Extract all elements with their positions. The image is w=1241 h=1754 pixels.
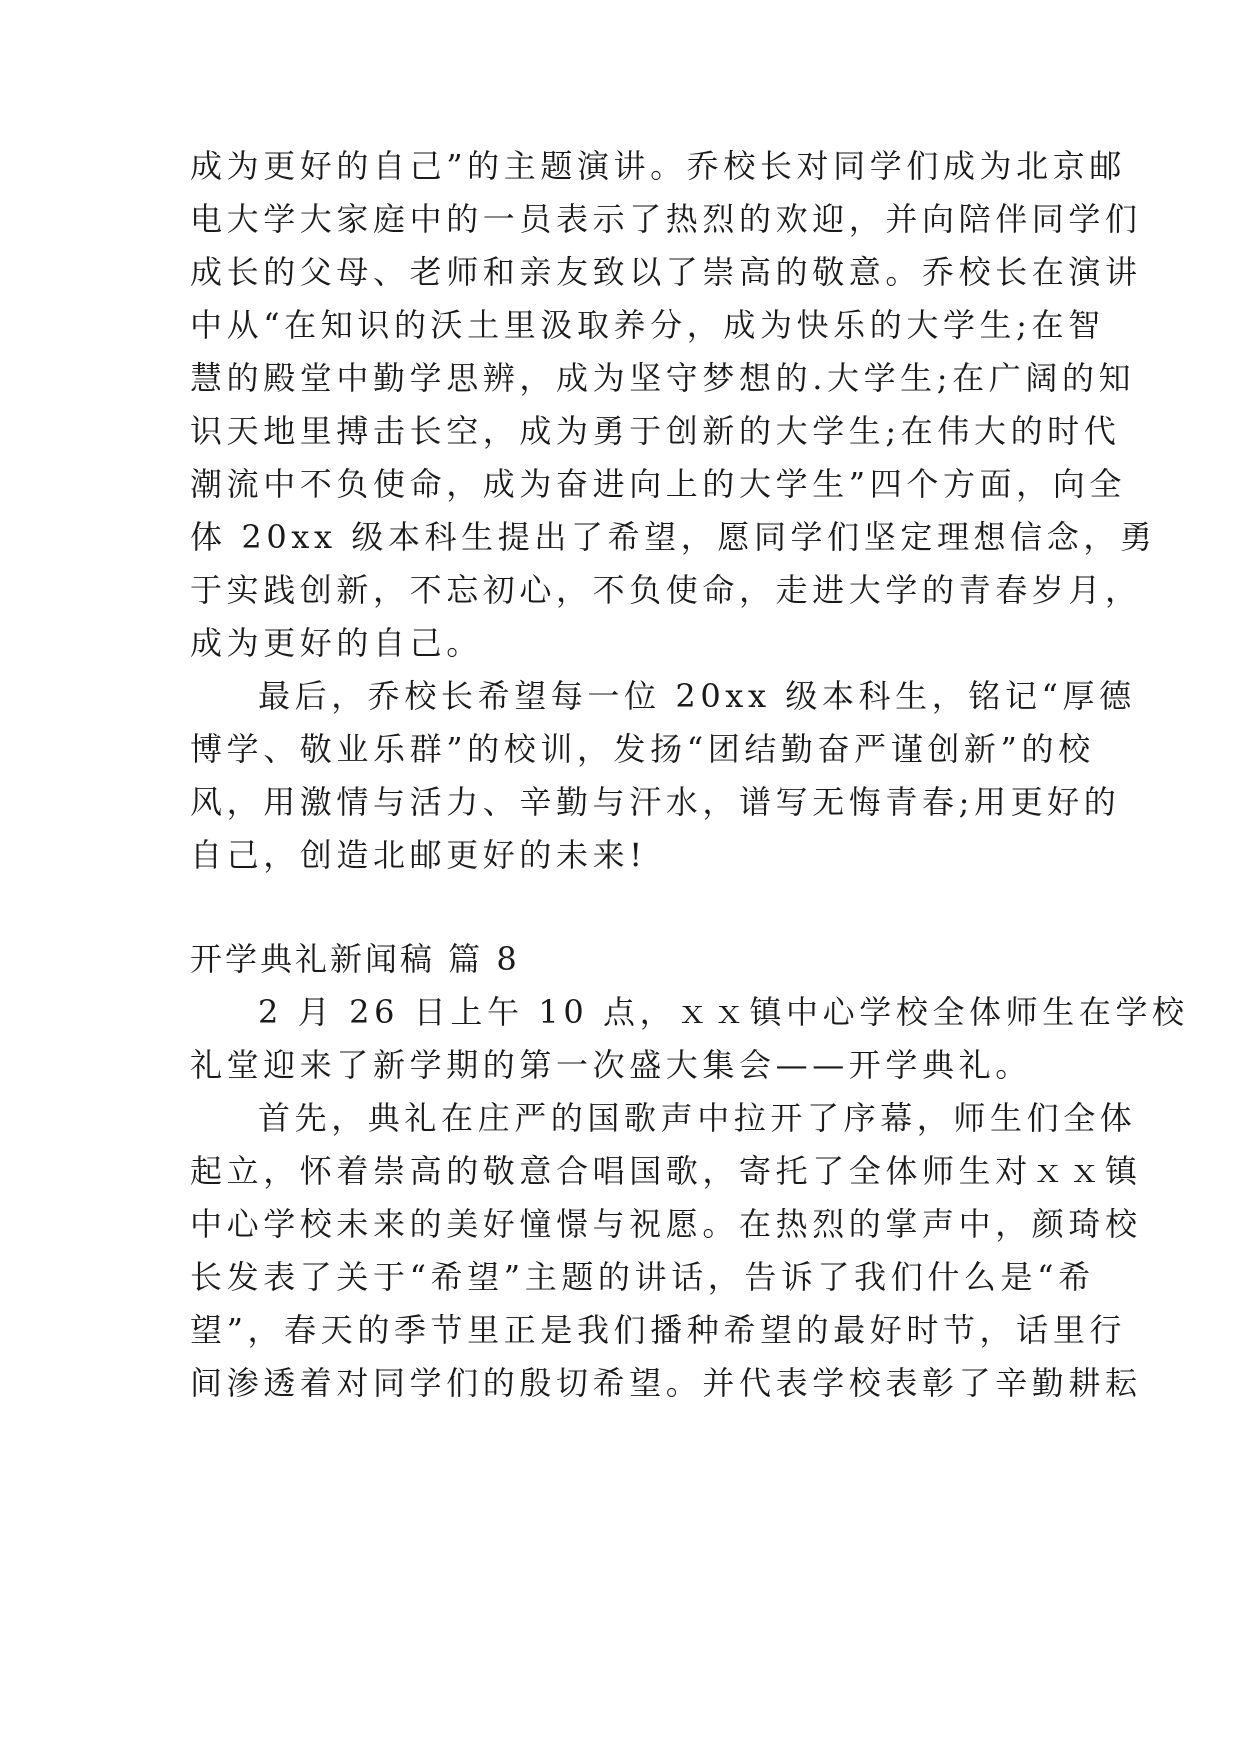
paragraph-1-line: 成为更好的自己”的主题演讲。乔校长对同学们成为北京邮: [190, 147, 1126, 185]
paragraph-1-line: 于实践创新，不忘初心，不负使命，走进大学的青春岁月，: [190, 571, 1142, 609]
paragraph-1-line: 中从“在知识的沃土里汲取养分，成为快乐的大学生;在智: [190, 306, 1105, 344]
paragraph-1-line: 识天地里搏击长空，成为勇于创新的大学生;在伟大的时代: [190, 412, 1121, 450]
paragraph-1-line: 成长的父母、老师和亲友致以了崇高的敬意。乔校长在演讲: [190, 253, 1142, 291]
paragraph-4-line: 首先，典礼在庄严的国歌声中拉开了序幕，师生们全体: [258, 1099, 1137, 1137]
paragraph-1-line: 潮流中不负使命，成为奋进向上的大学生”四个方面，向全: [190, 465, 1126, 503]
paragraph-1-line: 电大学大家庭中的一员表示了热烈的欢迎，并向陪伴同学们: [190, 200, 1142, 238]
paragraph-4-line: 中心学校未来的美好憧憬与祝愿。在热烈的掌声中，颜琦校: [190, 1205, 1142, 1243]
paragraph-1-line: 慧的殿堂中勤学思辨，成为坚守梦想的.大学生;在广阔的知: [190, 359, 1136, 397]
paragraph-1-line: 体 20xx 级本科生提出了希望，愿同学们坚定理想信念，勇: [190, 518, 1157, 556]
paragraph-3-line: 礼堂迎来了新学期的第一次盛大集会——开学典礼。: [190, 1046, 1032, 1084]
paragraph-2-line: 自己，创造北邮更好的未来!: [190, 836, 647, 874]
paragraph-2-line: 最后，乔校长希望每一位 20xx 级本科生，铭记“厚德: [258, 677, 1136, 715]
paragraph-4-line: 起立，怀着崇高的敬意合唱国歌，寄托了全体师生对ｘｘ镇: [190, 1152, 1142, 1190]
paragraph-2-line: 风，用激情与活力、辛勤与汗水，谱写无悔青春;用更好的: [190, 783, 1121, 821]
paragraph-4-line: 长发表了关于“希望”主题的讲话，告诉了我们什么是“希: [190, 1258, 1095, 1296]
paragraph-4-line: 间渗透着对同学们的殷切希望。并代表学校表彰了辛勤耕耘: [190, 1364, 1142, 1402]
section-title: 开学典礼新闻稿 篇 8: [190, 940, 520, 978]
paragraph-1-line: 成为更好的自己。: [190, 624, 483, 662]
paragraph-4-line: 望”，春天的季节里正是我们播种希望的最好时节，话里行: [190, 1311, 1126, 1349]
paragraph-2-line: 博学、敬业乐群”的校训，发扬“团结勤奋严谨创新”的校: [190, 730, 1095, 768]
paragraph-3-line: 2 月 26 日上午 10 点，ｘｘ镇中心学校全体师生在学校: [258, 993, 1189, 1031]
